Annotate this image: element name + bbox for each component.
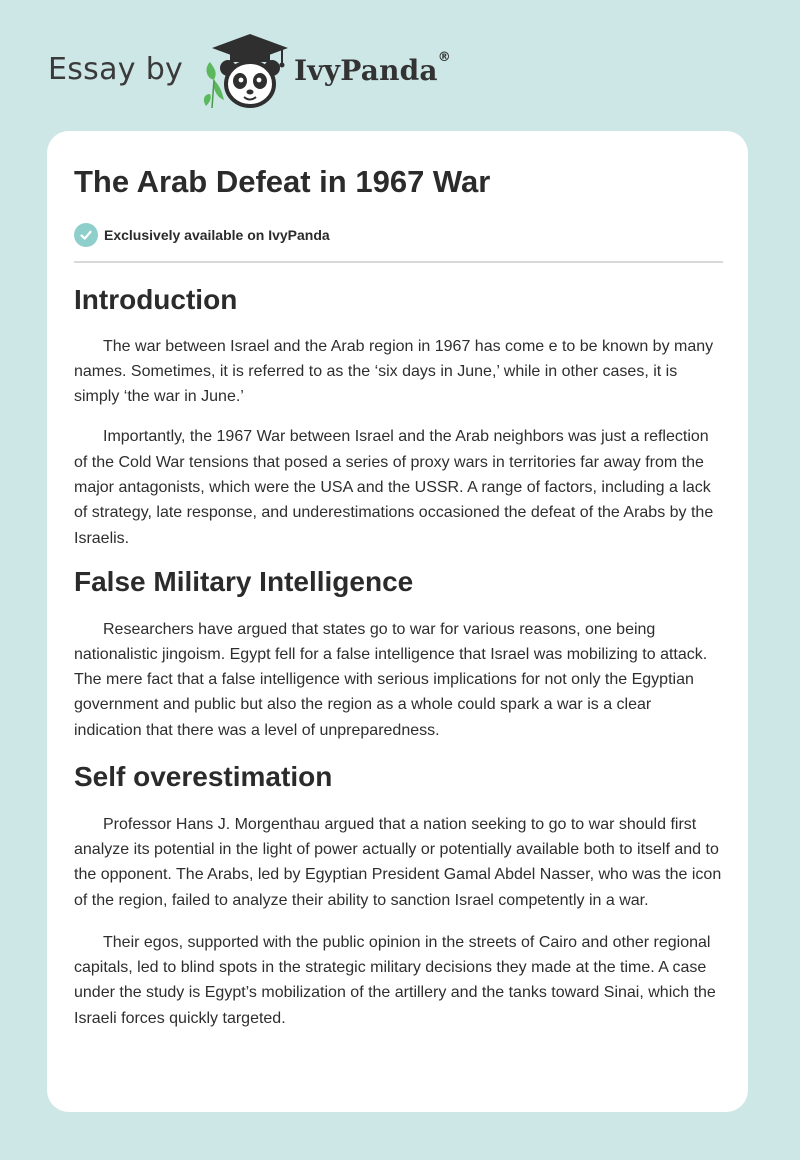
paragraph: The war between Israel and the Arab region in 1967 has come e to be known by many names. Sometimes, it is referred to as the ‘six days in June,’ while in other cases, it is simply ‘the war in June.’ bbox=[74, 337, 714, 406]
paragraph: Professor Hans J. Morgenthau argued that a nation seeking to go to war should first analyze its potential in the light of power actually or potentially available both to itself and to the opponent. The Arabs, led by Egyptian President Gamal Abdel Nasser, who was the icon of the region, failed to analyze their ability to sanction Israel competently in a war. bbox=[74, 815, 722, 909]
brand-text: IvyPanda bbox=[294, 54, 438, 87]
site-header bbox=[48, 28, 608, 112]
essay-by-label: Essay by bbox=[48, 52, 184, 87]
exclusive-badge bbox=[74, 222, 330, 248]
paragraph: Their egos, supported with the public opinion in the streets of Cairo and other regional capitals, led to blind spots in the strategic military decisions they made at the time. A case under the study is Egypt’s mobilization of the artillery and the tanks toward Sinai, which the Israeli forces quickly targeted. bbox=[74, 933, 716, 1027]
check-circle-icon bbox=[74, 223, 98, 247]
exclusive-label: Exclusively available on IvyPanda bbox=[104, 227, 330, 243]
page-title: The Arab Defeat in 1967 War bbox=[74, 164, 491, 199]
section-heading-false-military-intelligence: False Military Intelligence bbox=[74, 565, 414, 597]
brand-name[interactable] bbox=[294, 50, 451, 87]
registered-mark: ® bbox=[437, 50, 451, 65]
title-divider bbox=[74, 261, 723, 263]
paragraph: Importantly, the 1967 War between Israel and the Arab neighbors was just a reflection of the Cold War tensions that posed a series of proxy wars in territories far away from the major antagonists, which were the USA and the USSR. A range of factors, including a lack of strategy, late response, and underestimations occasioned the defeat of the Arabs by the Israelis. bbox=[74, 428, 714, 547]
paragraph: Researchers have argued that states go to war for various reasons, one being nationalistic jingoism. Egypt fell for a false intelligence that Israel was mobilizing to attack. The mere fact that a false intelligence with serious implications for not only the Egyptian government and public but also the region as a whole could spark a war is a clear indication that there was a level of unpreparedness. bbox=[74, 620, 708, 739]
essay-body bbox=[74, 281, 723, 1031]
essay-card bbox=[47, 131, 748, 1112]
section-heading-introduction: Introduction bbox=[74, 284, 238, 315]
section-heading-self-overestimation: Self overestimation bbox=[74, 761, 333, 793]
panda-graduation-cap-icon[interactable] bbox=[200, 28, 296, 112]
